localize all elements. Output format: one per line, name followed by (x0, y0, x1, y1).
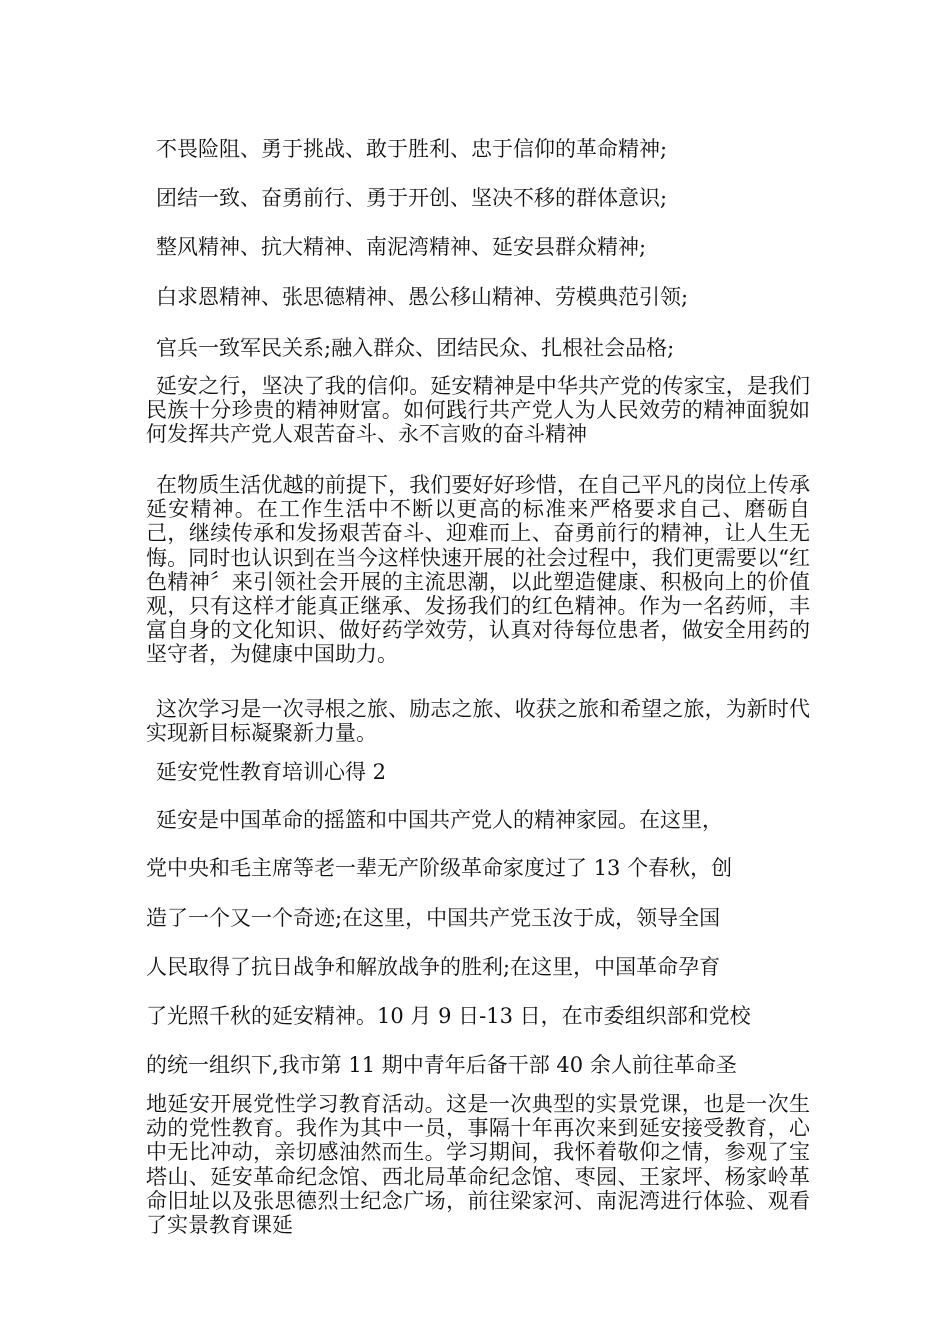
list-line: 团结一致、奋勇前行、勇于开创、坚决不移的群体意识; (156, 186, 668, 210)
paragraph-1: 延安之行，坚决了我的信仰。延安精神是中华共产党的传家宝，是我们民族十分珍贵的精神财富。如何践行共产党人为人民效劳的精神面貌如何发挥共产党人艰苦奋斗、永不言败的奋斗精神 (146, 374, 810, 447)
paragraph-2: 在物质生活优越的前提下，我们要好好珍惜，在自己平凡的岗位上传承延安精神。在工作生活中不断以更高的标准来严格要求自己、磨砺自己，继续传承和发扬艰苦奋斗、迎难而上、奋勇前行的精神，让人生无悔。同时也认识到在当今这样快速开展的社会过程中，我们更需要以“红色精神〞来引领社会开展的主流思潮，以此塑造健康、积极向上的价值观，只有这样才能真正继承、发扬我们的红色精神。作为一名药师，丰富自身的文化知识、做好药学效劳，认真对待每位患者，做安全用药的坚守者，为健康中国助力。 (146, 473, 810, 667)
section2-line: 了光照千秋的延安精神。10 月 9 日-13 日，在市委组织部和党校 (146, 1004, 751, 1028)
list-line: 不畏险阻、勇于挑战、敢于胜利、忠于信仰的革命精神; (156, 137, 668, 161)
list-line: 官兵一致军民关系;融入群众、团结民众、扎根社会品格; (156, 336, 675, 360)
section2-line: 党中央和毛主席等老一辈无产阶级革命家度过了 13 个春秋，创 (146, 856, 733, 880)
section2-line: 造了一个又一个奇迹;在这里，中国共产党玉汝于成，领导全国 (146, 906, 721, 930)
section2-line: 的统一组织下,我市第 11 期中青年后备干部 40 余人前往革命圣 (146, 1053, 737, 1077)
paragraph-3: 这次学习是一次寻根之旅、励志之旅、收获之旅和希望之旅，为新时代实现新目标凝聚新力量。 (146, 697, 810, 746)
list-line: 整风精神、抗大精神、南泥湾精神、延安县群众精神; (156, 235, 647, 259)
list-line: 白求恩精神、张思德精神、愚公移山精神、劳模典范引领; (156, 285, 689, 309)
section-title: 延安党性教育培训心得 2 (156, 760, 387, 784)
section2-paragraph: 地延安开展党性学习教育活动。这是一次典型的实景党课，也是一次生动的党性教育。我作为其中一员，事隔十年再次来到延安接受教育，心中无比冲动，亲切感油然而生。学习期间，我怀着敬仰之情，参观了宝塔山、延安革命纪念馆、西北局革命纪念馆、枣园、王家坪、杨家岭革命旧址以及张思德烈士纪念广场，前往梁家河、南泥湾进行体验、观看了实景教育课延 (146, 1092, 810, 1238)
section2-line: 延安是中国革命的摇篮和中国共产党人的精神家园。在这里， (156, 808, 723, 832)
section2-line: 人民取得了抗日战争和解放战争的胜利;在这里，中国革命孕育 (146, 955, 721, 979)
